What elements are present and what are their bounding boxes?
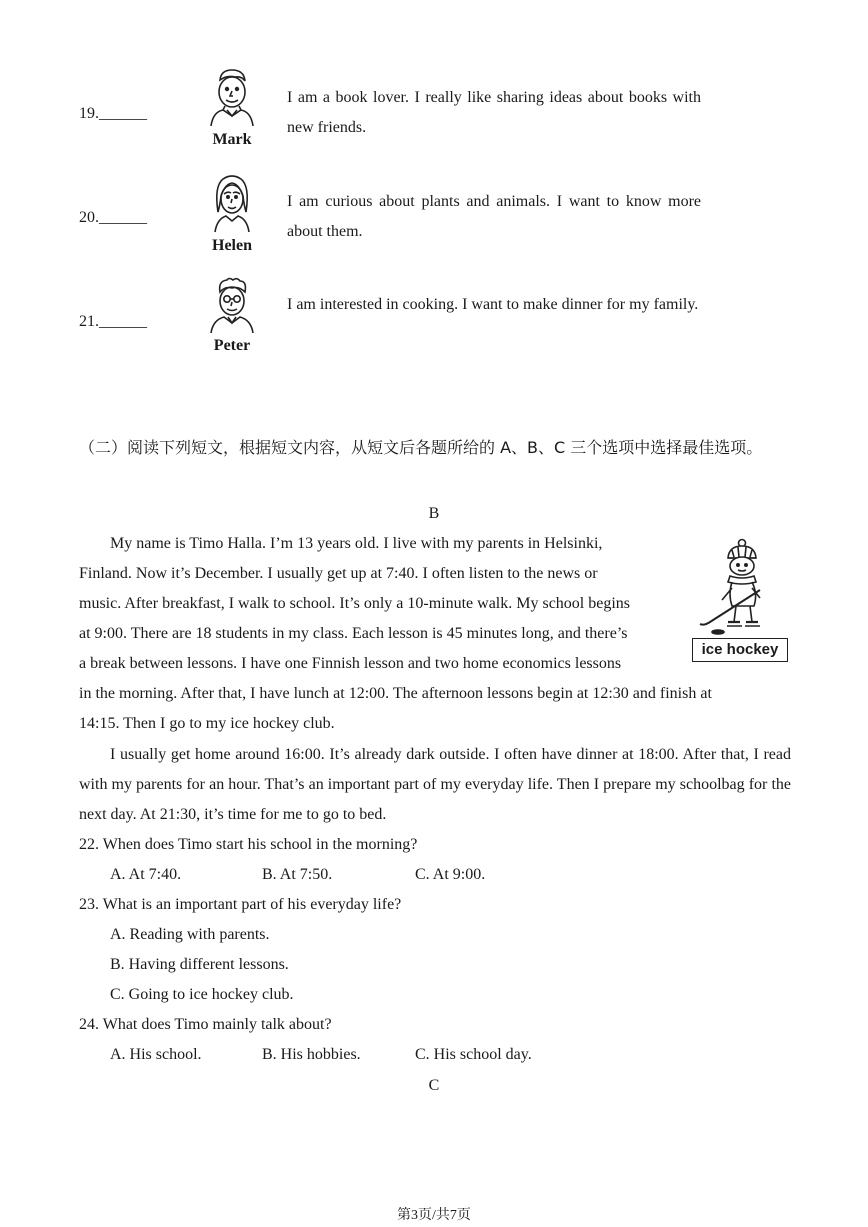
option-23-a: A. Reading with parents. xyxy=(110,926,270,943)
person-statement: I am interested in cooking. I want to make dinner for my family. xyxy=(287,296,699,313)
passage-b-para1-wrapped xyxy=(79,529,671,679)
blank-19: 19.______ xyxy=(79,105,147,122)
ice-hockey-player-icon xyxy=(692,536,788,636)
passage-line: at 9:00. There are 18 students in my class. Each lesson is 45 minutes long, and there’s xyxy=(79,625,628,642)
passage-line: 14:15. Then I go to my ice hockey club. xyxy=(79,715,335,732)
passage-line: Finland. Now it’s December. I usually get up at 7:40. I often listen to the news or xyxy=(79,565,598,582)
person-helen xyxy=(187,172,277,256)
option-24-a: A. His school. xyxy=(110,1046,202,1063)
blank-20: 20.______ xyxy=(79,209,147,226)
passage-b-para1-continued xyxy=(79,679,791,739)
person-peter xyxy=(187,276,277,356)
passage-line: music. After breakfast, I walk to school. It’s only a 10-minute walk. My school begins xyxy=(79,595,631,612)
person-name: Peter xyxy=(213,337,251,354)
section-heading: （二）阅读下列短文，根据短文内容，从短文后各题所给的 A、B、C 三个选项中选择最佳选项。 xyxy=(79,438,763,457)
person-mark xyxy=(187,66,277,150)
passage-line: in the morning. After that, I have lunch at 12:00. The afternoon lessons begin at 12:30 and finish at xyxy=(79,685,712,702)
passage-b-para2: I usually get home around 16:00. It’s already dark outside. I often have dinner at 18:00. After that, I read with my parents for an hour. That’s an important part of my everyday life. Then I prepare my schoolbag for the next day. At 21:30, it’s time for me to go to bed. xyxy=(79,746,791,823)
ice-hockey-illustration xyxy=(692,536,788,666)
question-23: 23. What is an important part of his everyday life? xyxy=(79,896,402,913)
blank-21: 21.______ xyxy=(79,313,147,330)
question-24: 24. What does Timo mainly talk about? xyxy=(79,1016,332,1033)
passage-line: a break between lessons. I have one Finnish lesson and two home economics lessons xyxy=(79,655,622,672)
mark-portrait-icon xyxy=(187,66,277,128)
question-22: 22. When does Timo start his school in the morning? xyxy=(79,836,418,853)
image-caption: ice hockey xyxy=(692,638,788,662)
page-number: 第3页/共7页 xyxy=(397,1208,471,1223)
person-name: Helen xyxy=(212,237,252,254)
option-23-b: B. Having different lessons. xyxy=(110,956,289,973)
helen-portrait-icon xyxy=(187,172,277,234)
option-22-a: A. At 7:40. xyxy=(110,866,182,883)
option-22-b: B. At 7:50. xyxy=(262,866,333,883)
person-statement: I am curious about plants and animals. I want to know more about them. xyxy=(287,193,701,240)
option-23-c: C. Going to ice hockey club. xyxy=(110,986,294,1003)
person-statement: I am a book lover. I really like sharing ideas about books with new friends. xyxy=(287,89,701,136)
passage-label-c: C xyxy=(428,1077,440,1094)
passage-label-b: B xyxy=(428,505,440,522)
passage-line: My name is Timo Halla. I’m 13 years old. I live with my parents in Helsinki, xyxy=(110,535,603,552)
person-name: Mark xyxy=(212,131,252,148)
option-24-b: B. His hobbies. xyxy=(262,1046,361,1063)
option-24-c: C. His school day. xyxy=(415,1046,532,1063)
peter-portrait-icon xyxy=(187,276,277,334)
option-22-c: C. At 9:00. xyxy=(415,866,486,883)
